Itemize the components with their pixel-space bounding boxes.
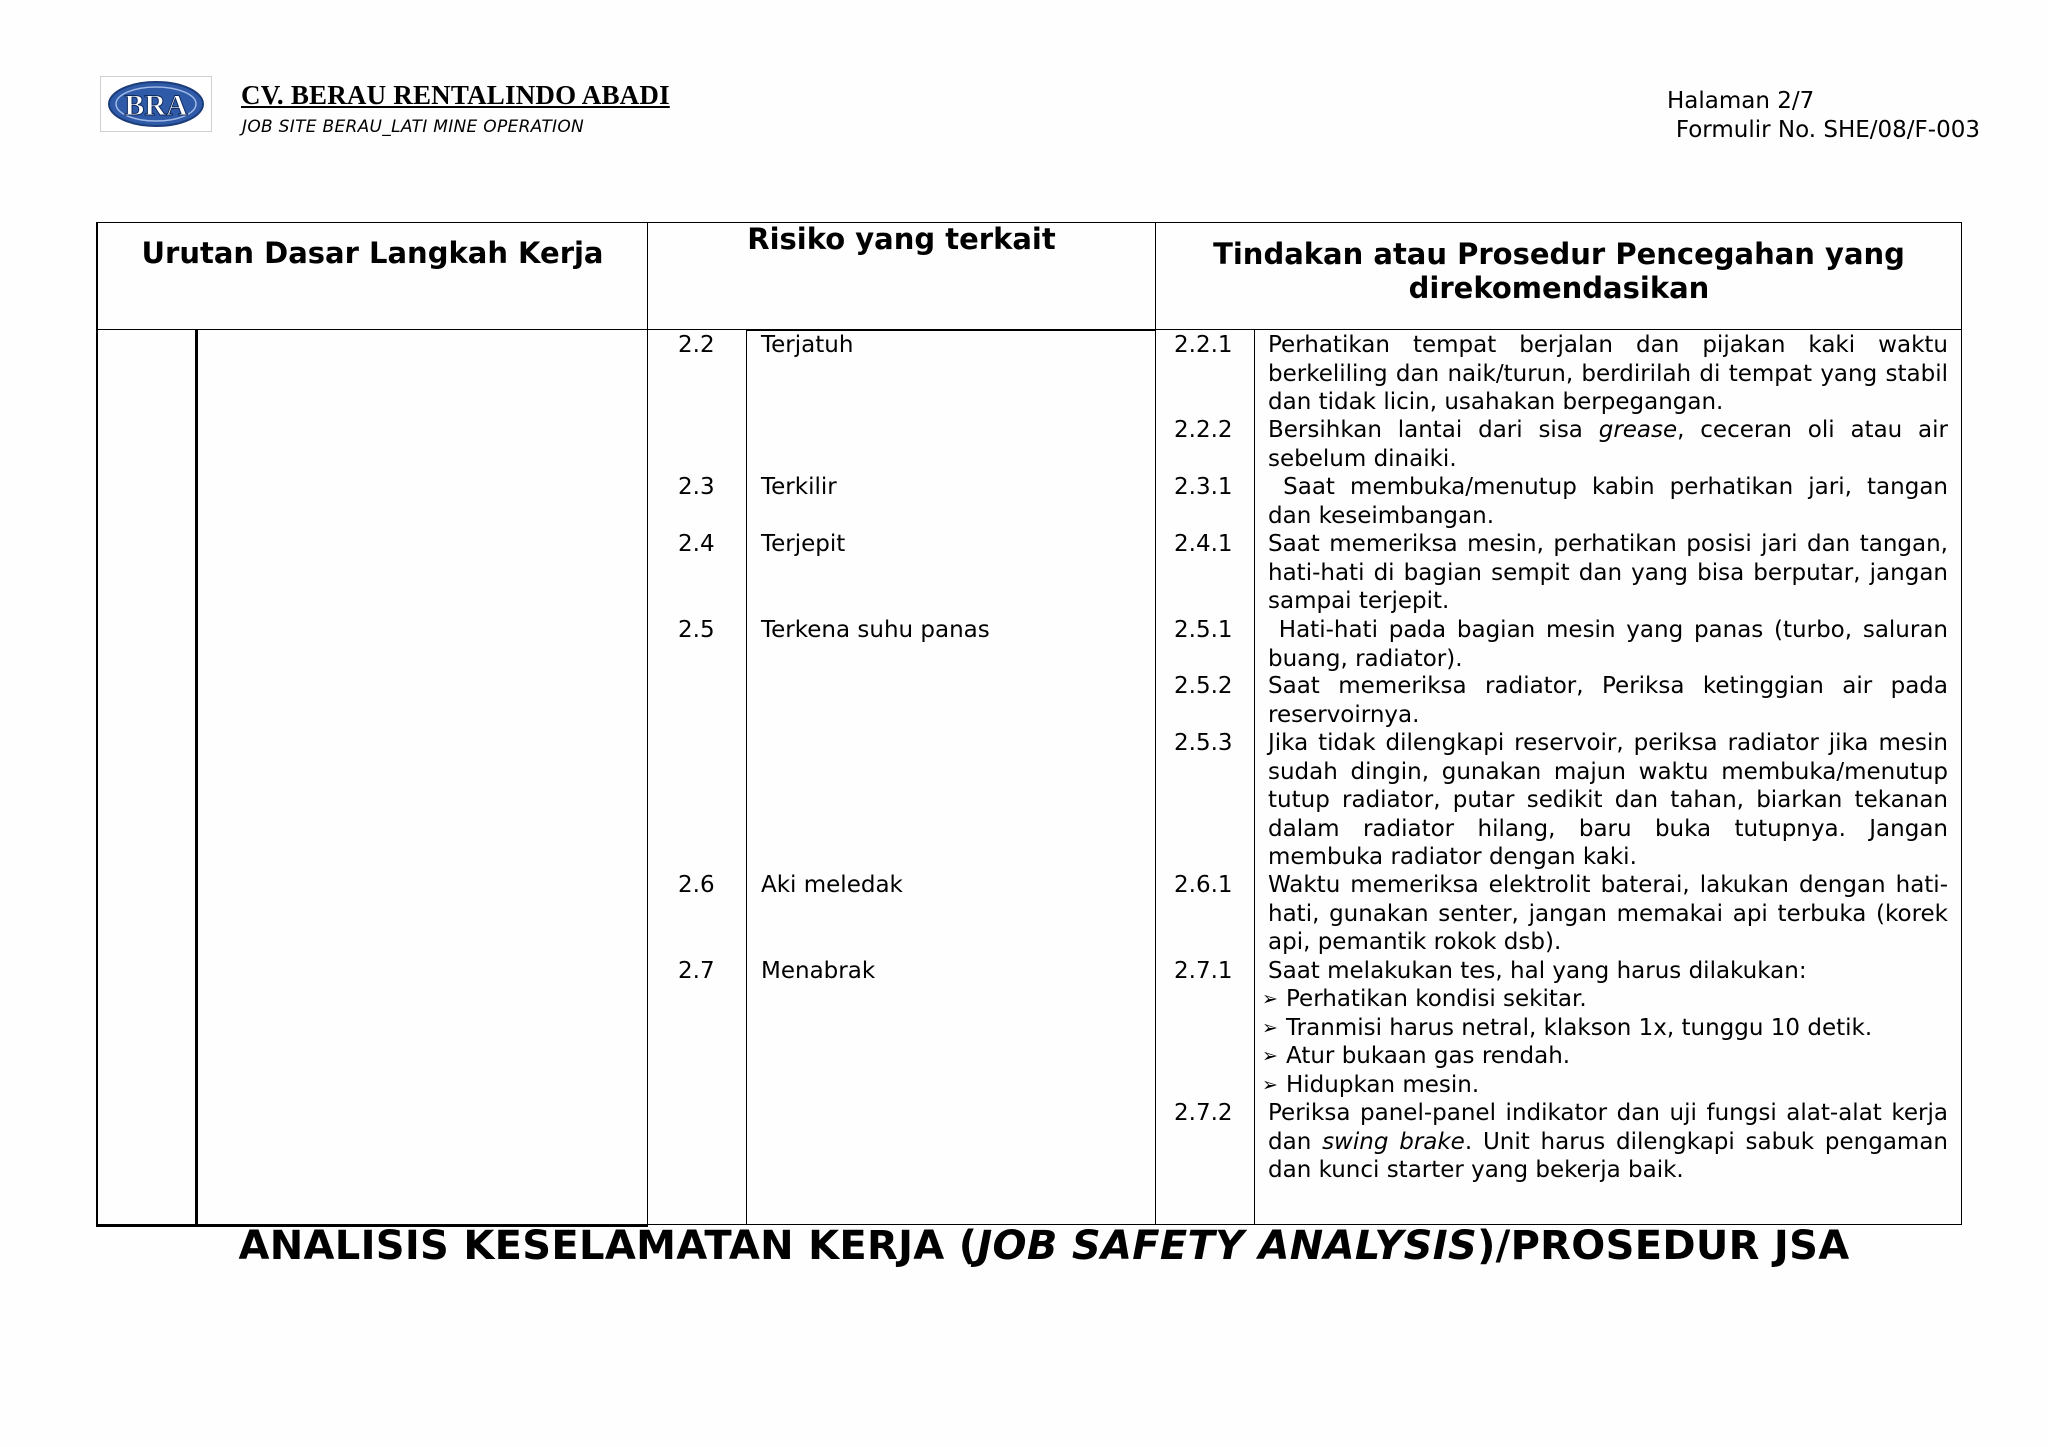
job-site: JOB SITE BERAU_LATI MINE OPERATION: [242, 117, 585, 137]
col-header-steps: Urutan Dasar Langkah Kerja: [141, 236, 604, 270]
arrow-bullet-icon: ➢: [1262, 1016, 1278, 1039]
action-number: 2.2.1: [1174, 332, 1233, 358]
risk-label: Menabrak: [761, 958, 876, 984]
risk-number: 2.4: [678, 531, 715, 557]
bullet-list: [1262, 985, 1872, 1099]
action-number: 2.6.1: [1174, 872, 1233, 898]
bullet-item: ➢ Hidupkan mesin.: [1262, 1071, 1480, 1098]
action-text: Bersihkan lantai dari sisa grease, ceceran oli atau air sebelum dinaiki.: [1268, 417, 1948, 472]
action-number: 2.7.1: [1174, 958, 1233, 984]
action-text: Perhatikan tempat berjalan dan pijakan kaki waktu berkeliling dan naik/turun, berdirilah di tempat yang stabil dan tidak licin, usahakan berpegangan.: [1268, 332, 1948, 415]
action-text: Jika tidak dilengkapi reservoir, periksa radiator jika mesin sudah dingin, gunakan majun waktu membuka/menutup tutup radiator, putar sedikit dan tahan, biarkan tekanan dalam radiator hilang, baru buka tutupnya. Jangan membuka radiator dengan kaki.: [1268, 730, 1948, 870]
action-text: Saat membuka/menutup kabin perhatikan jari, tangan dan keseimbangan.: [1268, 474, 1956, 529]
action-number: 2.4.1: [1174, 531, 1233, 557]
action-number: 2.5.2: [1174, 673, 1233, 699]
action-text: Waktu memeriksa elektrolit baterai, lakukan dengan hati-hati, gunakan senter, jangan memakai api terbuka (korek api, pemantik rokok dsb).: [1268, 872, 1948, 955]
col-line-1: [647, 222, 648, 1227]
action-text: Saat memeriksa radiator, Periksa ketinggian air pada reservoirnya.: [1268, 673, 1948, 728]
col-line-2: [1155, 222, 1156, 1225]
action-text: Saat melakukan tes, hal yang harus dilakukan:: [1268, 958, 1807, 984]
risk-label: Aki meledak: [761, 872, 903, 898]
action-text: Saat memeriksa mesin, perhatikan posisi jari dan tangan, hati-hati di bagian sempit dan yang bisa berputar, jangan sampai terjepit.: [1268, 531, 1948, 614]
bullet-item: ➢ Atur bukaan gas rendah.: [1262, 1043, 1571, 1069]
arrow-bullet-icon: ➢: [1262, 1073, 1278, 1096]
action-number: 2.2.2: [1174, 417, 1233, 443]
action-text: Hati-hati pada bagian mesin yang panas (turbo, saluran buang, radiator).: [1268, 617, 1956, 672]
action-number: 2.5.1: [1174, 617, 1233, 643]
risk-number: 2.2: [678, 332, 715, 358]
action-number: 2.3.1: [1174, 474, 1233, 500]
company-name: CV. BERAU RENTALINDO ABADI: [241, 80, 670, 110]
arrow-bullet-icon: ➢: [1262, 1045, 1278, 1067]
step-subcol-line: [195, 330, 198, 1227]
risk-label: Terjepit: [761, 531, 846, 557]
col-header-risks: Risiko yang terkait: [747, 222, 1056, 256]
action-no-line: [1254, 330, 1255, 1225]
bullet-item: ➢ Perhatikan kondisi sekitar.: [1262, 986, 1587, 1012]
risk-label: Terjatuh: [761, 332, 854, 358]
page-number: Halaman 2/7: [1667, 88, 1815, 114]
risk-label: Terkilir: [761, 474, 837, 500]
action-number: 2.7.2: [1174, 1100, 1233, 1126]
risk-number: 2.3: [678, 474, 715, 500]
table-border-right: [1961, 222, 1962, 1225]
risk-no-line: [746, 330, 747, 1225]
risk-label: Terkena suhu panas: [761, 617, 990, 643]
col-header-actions: Tindakan atau Prosedur Pencegahan yang direkomendasikan: [1213, 237, 1905, 305]
company-logo: [100, 76, 212, 132]
logo-text: BRA: [124, 89, 188, 122]
risk-number: 2.6: [678, 872, 715, 898]
risk-number: 2.7: [678, 958, 715, 984]
table-border-left: [96, 222, 98, 1227]
risk-number: 2.5: [678, 617, 715, 643]
arrow-bullet-icon: ➢: [1262, 988, 1278, 1010]
action-number: 2.5.3: [1174, 730, 1233, 756]
document-title: ANALISIS KESELAMATAN KERJA (JOB SAFETY ANALYSIS)/PROSEDUR JSA: [238, 1223, 1850, 1269]
bullet-item: ➢ Tranmisi harus netral, klakson 1x, tunggu 10 detik.: [1262, 1014, 1873, 1041]
form-number: Formulir No. SHE/08/F-003: [1675, 117, 1980, 143]
action-text: Periksa panel-panel indikator dan uji fungsi alat-alat kerja dan swing brake. Unit harus dilengkapi sabuk pengaman dan kunci starter yang bekerja baik.: [1268, 1100, 1948, 1183]
